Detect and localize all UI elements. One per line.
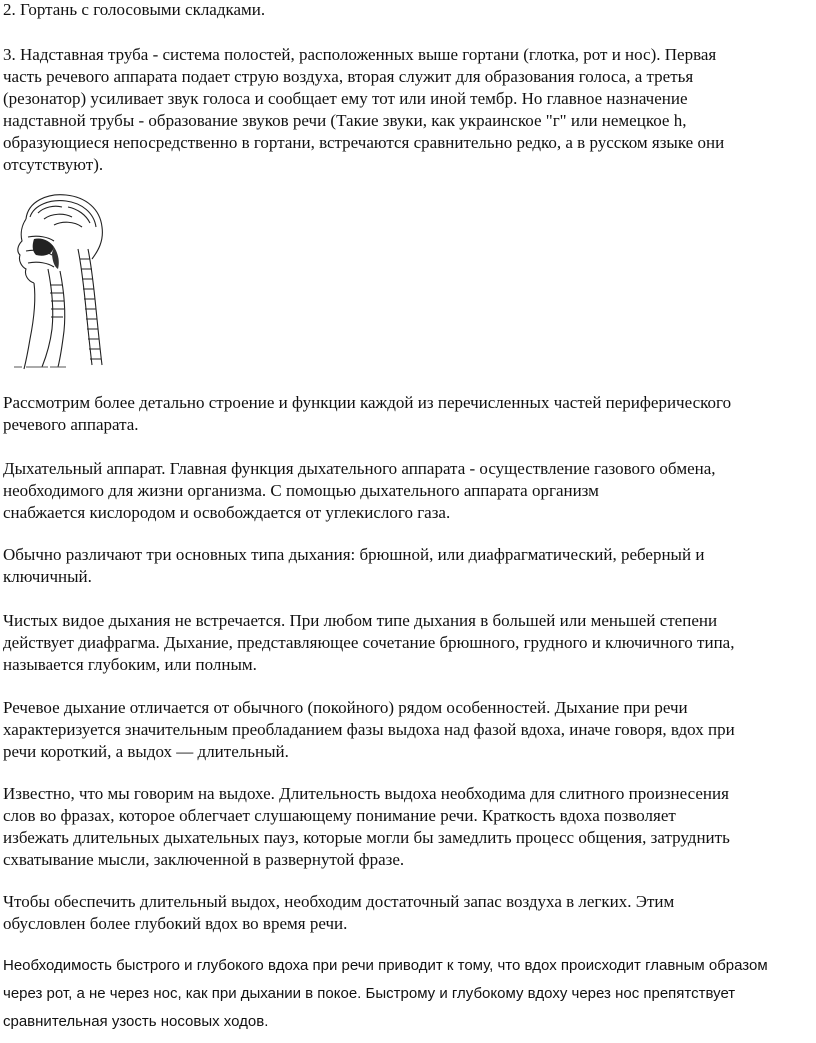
text-line: схватывание мысли, заключенной в развернутой фразе. <box>3 850 405 869</box>
paragraph-vocal-tract <box>3 44 813 176</box>
text-line: Чтобы обеспечить длительный выдох, необходим достаточный запас воздуха в легких. Этим <box>3 892 675 911</box>
text-line: 2. Гортань с голосовыми складками. <box>3 0 266 19</box>
text-line: речевого аппарата. <box>3 415 139 434</box>
text-line: Известно, что мы говорим на выдохе. Длительность выдоха необходима для слитного произнесения <box>3 784 729 803</box>
text-line: речи короткий, а выдох — длительный. <box>3 742 289 761</box>
text-line: (резонатор) усиливает звук голоса и сообщает ему тот или иной тембр. Но главное назначение <box>3 89 688 108</box>
text-line: через рот, а не через нос, как при дыхании в покое. Быстрому и глубокому вдоху через нос препятствует <box>3 985 736 1002</box>
text-line: необходимого для жизни организма. С помощью дыхательного аппарата организм <box>3 481 599 500</box>
paragraph-diaphragm <box>3 610 813 676</box>
paragraph-respiratory-apparatus <box>3 458 813 524</box>
text-line: Обычно различают три основных типа дыхания: брюшной, или диафрагматический, реберный и <box>3 545 705 564</box>
text-line: слов во фразах, которое облегчает слушающему понимание речи. Краткость вдоха позволяет <box>3 806 676 825</box>
text-line: Необходимость быстрого и глубокого вдоха при речи приводит к тому, что вдох происходит главным образом <box>3 957 768 974</box>
text-line: обусловлен более глубокий вдох во время речи. <box>3 914 348 933</box>
paragraph-breathing-types <box>3 544 813 588</box>
text-line: Дыхательный аппарат. Главная функция дыхательного аппарата - осуществление газового обмена, <box>3 459 716 478</box>
paragraph-air-supply <box>3 891 813 935</box>
text-line: Речевое дыхание отличается от обычного (покойного) рядом особенностей. Дыхание при речи <box>3 698 688 717</box>
text-line: образующиеся непосредственно в гортани, встречаются сравнительно редко, а в русском языке они <box>3 133 725 152</box>
text-line: избежать длительных дыхательных пауз, которые могли бы замедлить процесс общения, затруднить <box>3 828 730 847</box>
text-line: называется глубоким, или полным. <box>3 655 257 674</box>
paragraph-speech-breathing <box>3 697 813 763</box>
text-line: характеризуется значительным преобладанием фазы выдоха над фазой вдоха, иначе говоря, вдох при <box>3 720 735 739</box>
text-line: Рассмотрим более детально строение и функции каждой из перечисленных частей периферического <box>3 393 732 412</box>
anatomy-figure <box>8 189 112 371</box>
paragraph-exhalation <box>3 783 813 871</box>
paragraph-larynx <box>3 0 813 21</box>
text-line: отсутствуют). <box>3 155 104 174</box>
text-line: 3. Надставная труба - система полостей, расположенных выше гортани (глотка, рот и нос). Первая <box>3 45 717 64</box>
text-line: ключичный. <box>3 567 92 586</box>
text-line: надставной трубы - образование звуков речи (Такие звуки, как украинское "г" или немецкое h, <box>3 111 687 130</box>
text-line: часть речевого аппарата подает струю воздуха, вторая служит для образования голоса, а третья <box>3 67 694 86</box>
text-line: сравнительная узость носовых ходов. <box>3 1013 269 1030</box>
text-line: снабжается кислородом и освобождается от углекислого газа. <box>3 503 451 522</box>
text-line: действует диафрагма. Дыхание, представляющее сочетание брюшного, грудного и ключичного типа, <box>3 633 735 652</box>
head-section-anatomy-icon <box>8 189 112 371</box>
paragraph-mouth-breathing <box>3 952 813 1036</box>
text-line: Чистых видое дыхания не встречается. При любом типе дыхания в большей или меньшей степени <box>3 611 718 630</box>
paragraph-intro <box>3 392 813 436</box>
